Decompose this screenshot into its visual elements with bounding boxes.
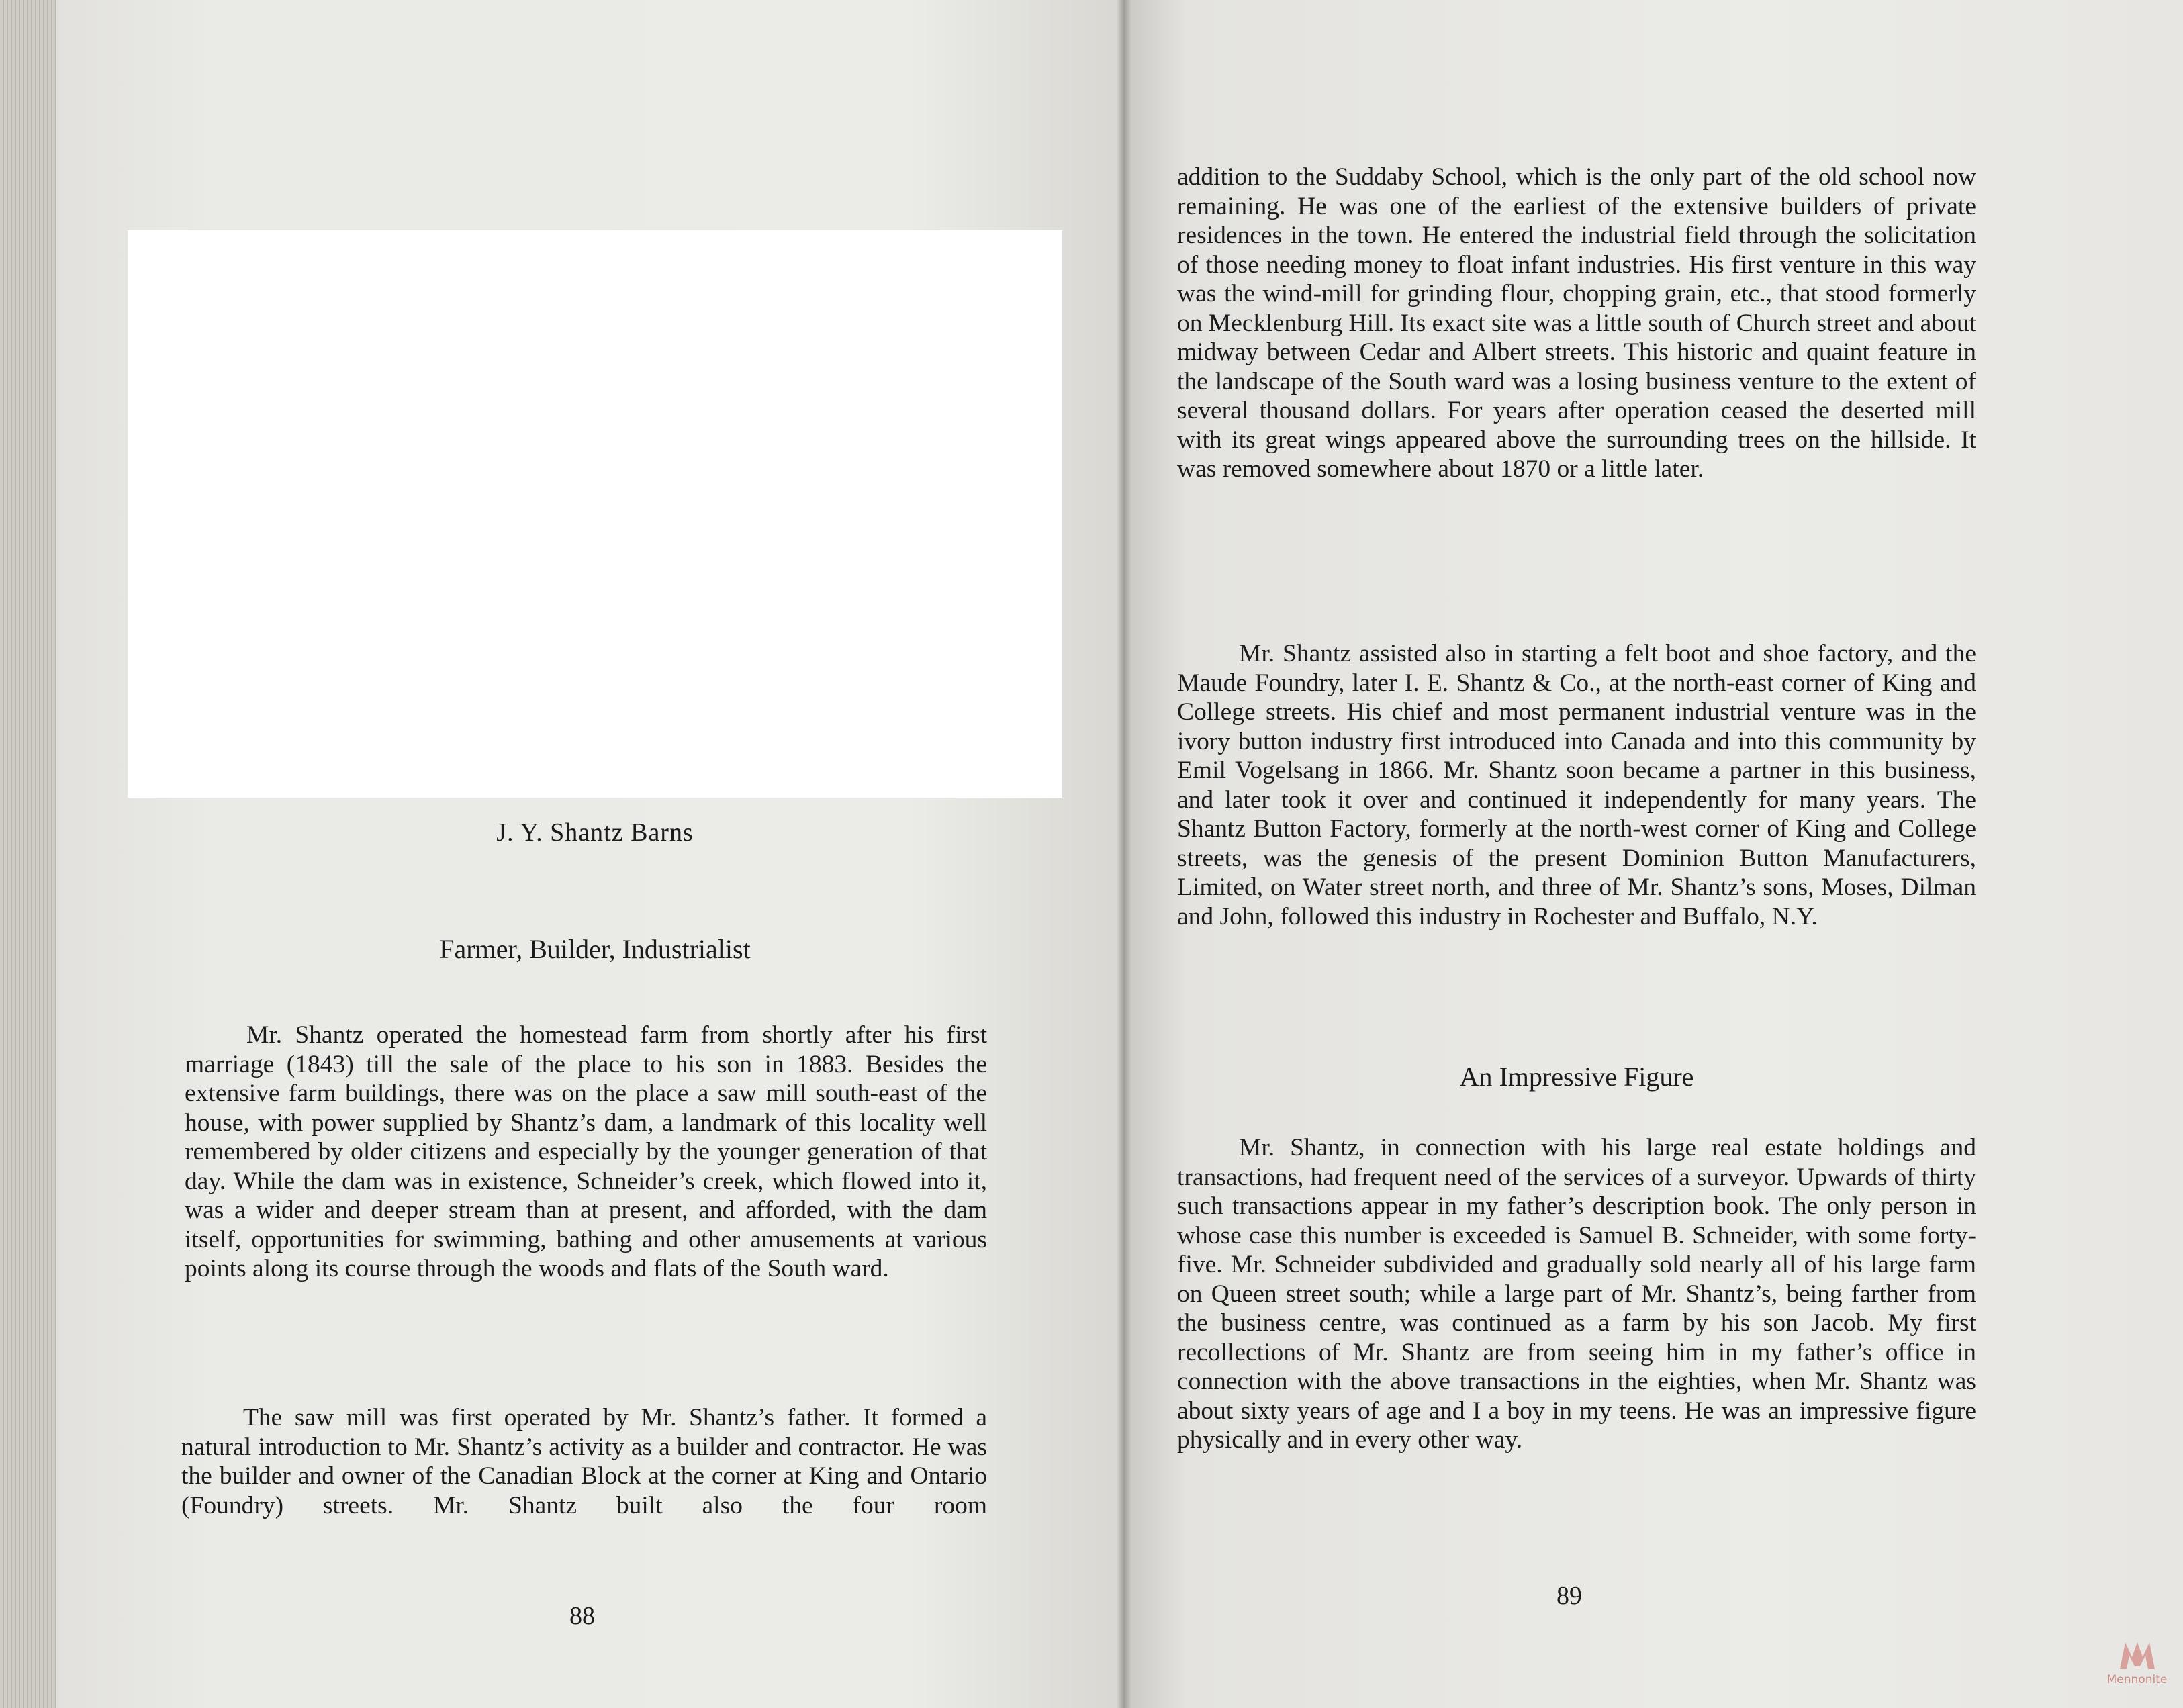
paragraph-text: The saw mill was first operated by Mr. Shantz’s father. It formed a natural introduction to Mr. Shantz’s activity as a builder and contractor. He was the builder and owner of the Canadian Block at the corner at King and Ontario (Foundry) streets. Mr. Shantz built also the four room — [181, 1404, 987, 1519]
paragraph-text: Mr. Shantz assisted also in starting a felt boot and shoe factory, and the Maude Foundry, later I. E. Shantz & Co., at the north-east corner of King and College streets. His chief and most permanent industrial venture was in the ivory button industry first introduced into Canada and into this community by Emil Vogelsang in 1866. Mr. Shantz soon became a partner in this business, and later took it over and continued it independently for many years. The Shantz Button Factory, formerly at the north-west corner of King and College streets, was the genesis of the present Dominion Button Manufacturers, Limited, on Water street north, and three of Mr. Shantz’s sons, Moses, Dilman and John, followed this industry in Rochester and Buffalo, N.Y. — [1177, 640, 1976, 931]
left-paragraph-2 — [181, 1403, 987, 1520]
right-paragraph-2 — [1177, 639, 1976, 931]
paragraph-text: Mr. Shantz, in connection with his large real estate holdings and transactions, had frequent need of the services of a surveyor. Upwards of thirty such transactions appear in my father’s description book. The only person in whose case this number is exceeded is Samuel B. Schneider, with some forty-five. Mr. Schneider subdivided and gradually sold nearly all of his large farm on Queen street south; while a large part of Mr. Shantz’s, being farther from the business centre, was continued as a farm by his son Jacob. My first recollections of Mr. Shantz are from seeing him in my father’s office in connection with the above transactions in the eighties, when Mr. Shantz was about sixty years of age and I a boy in my teens. He was an impressive figure physically and in every other way. — [1177, 1134, 1976, 1454]
barns-photo — [128, 230, 1062, 798]
page-number-left: 88 — [569, 1602, 595, 1630]
page-number-right: 89 — [1557, 1582, 1582, 1610]
right-paragraph-1 — [1177, 162, 1976, 484]
book-page-edges — [0, 0, 56, 1708]
paragraph-text: addition to the Suddaby School, which is the only part of the old school now remaining. He was one of the earliest of the extensive builders of private residences in the town. He entered the industrial field through the solicitation of those needing money to float infant industries. His first venture in this way was the wind-mill for grinding flour, chopping grain, etc., that stood formerly on Mecklenburg Hill. Its exact site was a little south of Church street and about midway between Cedar and Albert streets. This historic and quaint feature in the landscape of the South ward was a losing business venture to the extent of several thousand dollars. For years after operation ceased the deserted mill with its great wings appeared above the surrounding trees on the hillside. It was removed somewhere about 1870 or a little later. — [1177, 163, 1976, 483]
photo-caption: J. Y. Shantz Barns — [496, 818, 694, 847]
book-gutter — [1117, 0, 1131, 1708]
left-paragraph-1 — [185, 1021, 987, 1284]
watermark-text: Mennonite — [2106, 1673, 2168, 1687]
archive-logo — [2102, 1637, 2172, 1704]
section-heading-impressive: An Impressive Figure — [1459, 1061, 1694, 1092]
right-paragraph-3 — [1177, 1133, 1976, 1455]
archive-logo-icon — [2117, 1637, 2157, 1670]
paragraph-text: Mr. Shantz operated the homestead farm from shortly after his first marriage (1843) till the sale of the place to his son in 1883. Besides the extensive farm buildings, there was on the place a saw mill south-east of the house, with power supplied by Shantz’s dam, a landmark of this locality well remembered by older citizens and especially by the younger generation of that day. While the dam was in existence, Schneider’s creek, which flowed into it, was a wider and deeper stream than at present, and afforded, with the dam itself, opportunities for swimming, bathing and other amusements at various points along its course through the woods and flats of the South ward. — [185, 1021, 987, 1282]
section-heading-farmer: Farmer, Builder, Industrialist — [439, 934, 751, 964]
